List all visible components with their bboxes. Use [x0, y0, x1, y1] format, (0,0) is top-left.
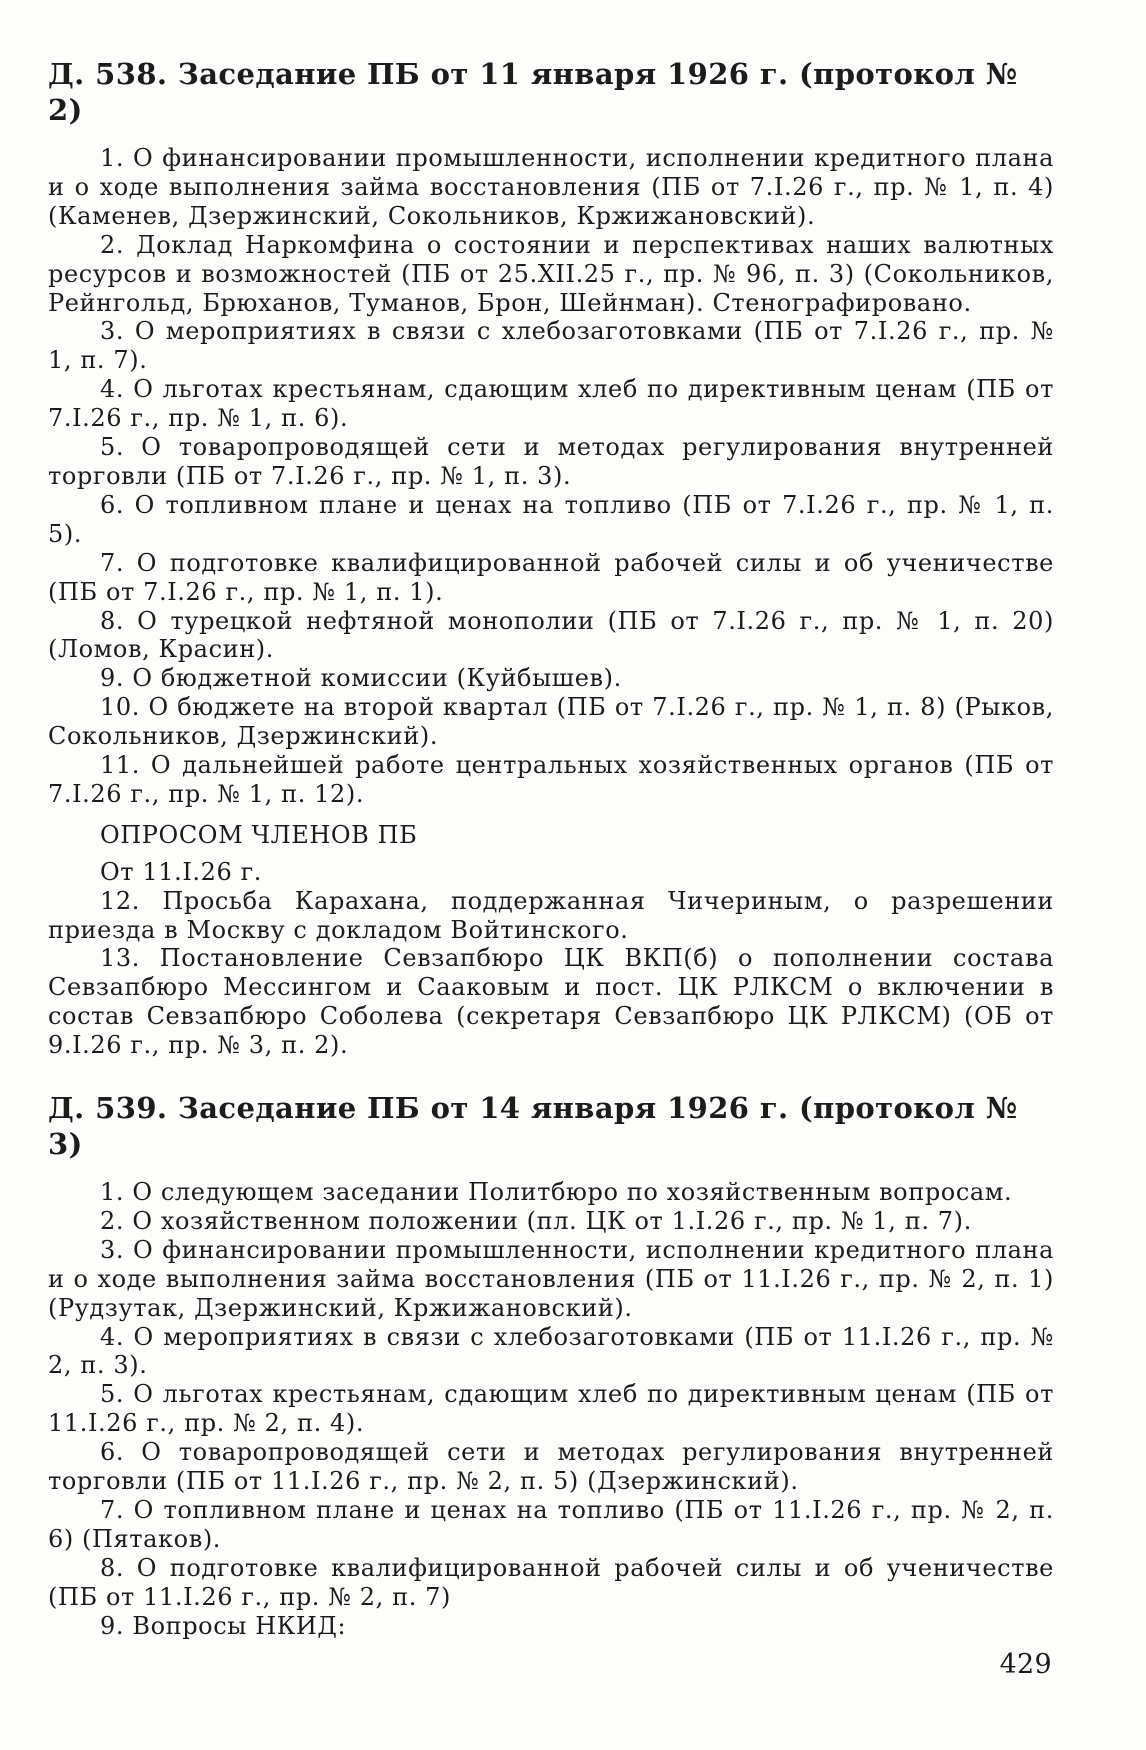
poll-section-label: ОПРОСОМ ЧЛЕНОВ ПБ	[100, 820, 418, 849]
agenda-item: 8. О подготовке квалифицированной рабочей силы и об ученичестве (ПБ от 11.I.26 г., пр. № 2, п. 7)	[48, 1553, 1054, 1611]
agenda-item: 5. О товаропроводящей сети и методах регулирования внутренней торговли (ПБ от 7.I.26 г., пр. № 1, п. 3).	[48, 433, 1054, 490]
agenda-item: 12. Просьба Карахана, поддержанная Чичериным, о разрешении приезда в Москву с докладом Войтинского.	[48, 886, 1054, 944]
agenda-item: 10. О бюджете на второй квартал (ПБ от 7.I.26 г., пр. № 1, п. 8) (Рыков, Сокольников, Дзержинский).	[48, 693, 1054, 751]
agenda-item: 9. Вопросы НКИД:	[100, 1611, 347, 1640]
document-538-heading: Д. 538. Заседание ПБ от 11 января 1926 г. (протокол № 2)	[48, 57, 1018, 127]
agenda-item: 2. О хозяйственном положении (пл. ЦК от 1.I.26 г., пр. № 1, п. 7).	[100, 1206, 972, 1235]
agenda-item: 1. О финансировании промышленности, исполнении кредитного плана и о ходе выполнения займа восстановления (ПБ от 7.I.26 г., пр. № 1, п. 4) (Каменев, Дзержинский, Сокольников, Кржижановский).	[48, 144, 1054, 230]
agenda-item: 7. О подготовке квалифицированной рабочей силы и об ученичестве (ПБ от 7.I.26 г., пр. № 1, п. 1).	[48, 548, 1054, 606]
agenda-item: 13. Постановление Севзапбюро ЦК ВКП(б) о пополнении состава Севзапбюро Мессингом и Сааковым и пост. ЦК РЛКСМ о включении в состав Севзапбюро Соболева (секретаря Севзапбюро ЦК РЛКСМ) (ОБ от 9.I.26 г., пр. № 3, п. 2).	[48, 944, 1054, 1060]
agenda-item: 4. О мероприятиях в связи с хлебозаготовками (ПБ от 11.I.26 г., пр. № 2, п. 3).	[48, 1322, 1054, 1380]
poll-date: От 11.I.26 г.	[100, 857, 263, 886]
agenda-item: 2. Доклад Наркомфина о состоянии и перспективах наших валютных ресурсов и возможностей (ПБ от 25.XII.25 г., пр. № 96, п. 3) (Сокольников, Рейнгольд, Брюханов, Туманов, Брон, Шейнман). Стенографировано.	[48, 230, 1054, 317]
agenda-item: 3. О мероприятиях в связи с хлебозаготовками (ПБ от 7.I.26 г., пр. № 1, п. 7).	[48, 317, 1054, 375]
page-number: 429	[999, 1649, 1052, 1680]
document-539-heading: Д. 539. Заседание ПБ от 14 января 1926 г. (протокол № 3)	[48, 1091, 1018, 1161]
agenda-item: 4. О льготах крестьянам, сдающим хлеб по директивным ценам (ПБ от 7.I.26 г., пр. № 1, п. 6).	[48, 375, 1054, 433]
agenda-item: 5. О льготах крестьянам, сдающим хлеб по директивным ценам (ПБ от 11.I.26 г., пр. № 2, п. 4).	[48, 1380, 1054, 1438]
agenda-item: 3. О финансировании промышленности, исполнении кредитного плана и о ходе выполнения займа восстановления (ПБ от 11.I.26 г., пр. № 2, п. 1) (Рудзутак, Дзержинский, Кржижановский).	[48, 1235, 1054, 1322]
agenda-item: 8. О турецкой нефтяной монополии (ПБ от 7.I.26 г., пр. № 1, п. 20) (Ломов, Красин).	[48, 606, 1054, 664]
agenda-item: 6. О топливном плане и ценах на топливо (ПБ от 7.I.26 г., пр. № 1, п. 5).	[48, 490, 1054, 548]
agenda-item: 1. О следующем заседании Политбюро по хозяйственным вопросам.	[100, 1178, 1013, 1206]
document-538	[48, 56, 1054, 1060]
agenda-item: 11. О дальнейшей работе центральных хозяйственных органов (ПБ от 7.I.26 г., пр. № 1, п. 12).	[48, 751, 1054, 808]
agenda-item: 6. О товаропроводящей сети и методах регулирования внутренней торговли (ПБ от 11.I.26 г., пр. № 2, п. 5) (Дзержинский).	[48, 1438, 1054, 1496]
agenda-item: 9. О бюджетной комиссии (Куйбышев).	[100, 664, 622, 693]
agenda-item: 7. О топливном плане и ценах на топливо (ПБ от 11.I.26 г., пр. № 2, п. 6) (Пятаков).	[48, 1495, 1054, 1553]
document-539	[48, 1090, 1054, 1641]
